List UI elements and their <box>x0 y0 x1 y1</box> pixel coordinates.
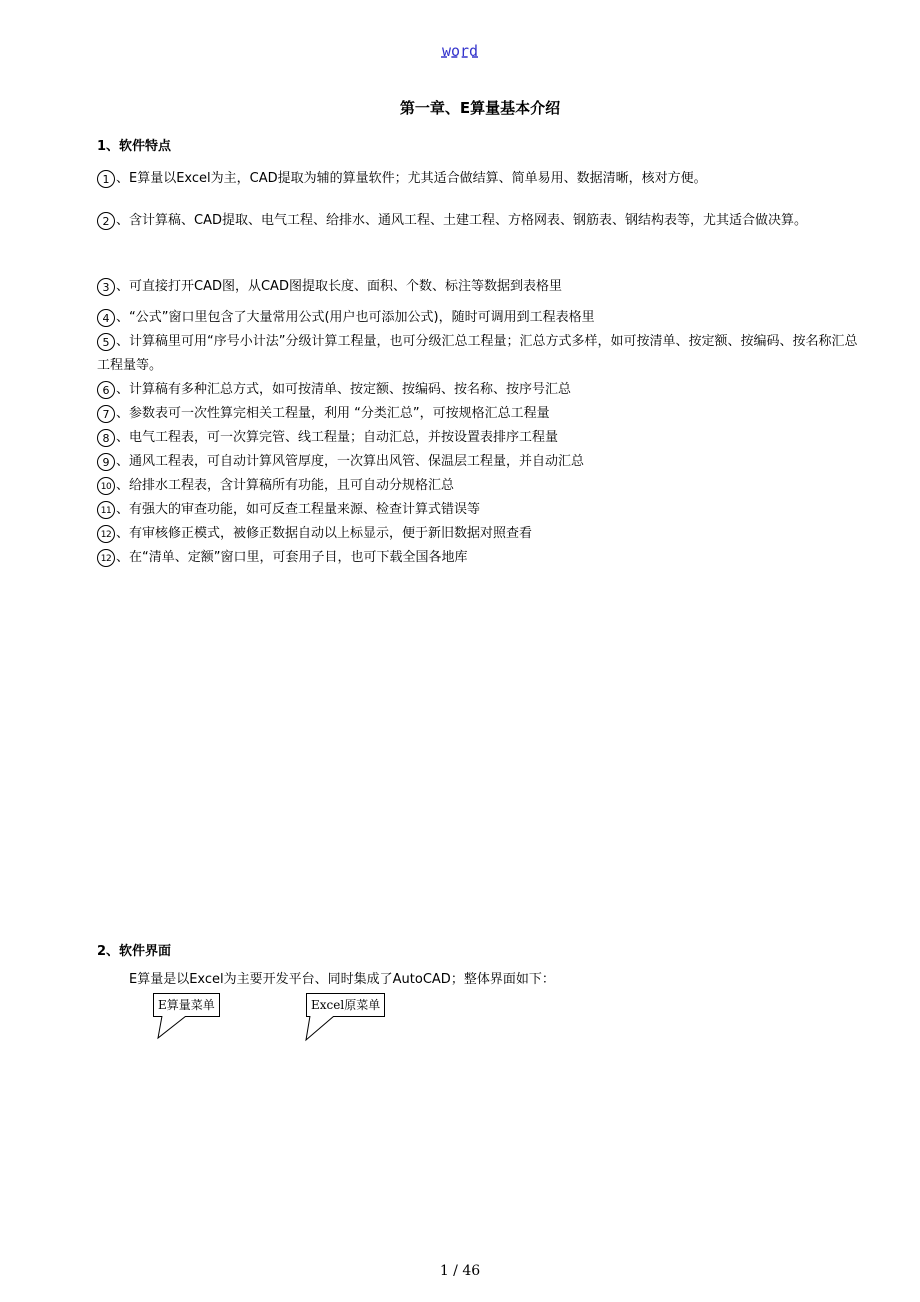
circled-number: 4 <box>97 309 115 327</box>
circled-number: 5 <box>97 333 115 351</box>
feature-item-8 <box>97 426 867 450</box>
circled-number: 7 <box>97 405 115 423</box>
feature-text: 、参数表可一次性算完相关工程量，利用 “分类汇总”，可按规格汇总工程量 <box>116 406 550 421</box>
callout-excel-menu: Excel原菜单 <box>306 993 385 1017</box>
chapter-title: 第一章、E算量基本介绍 <box>399 99 561 117</box>
feature-text: 、E算量以Excel为主，CAD提取为辅的算量软件；尤其适合做结算、简单易用、数据清晰，核对方便。 <box>116 171 707 186</box>
interface-intro-text: E算量是以Excel为主要开发平台、同时集成了AutoCAD；整体界面如下： <box>129 972 555 987</box>
feature-text: 、“公式”窗口里包含了大量常用公式(用户也可添加公式)，随时可调用到工程表格里 <box>116 310 595 325</box>
feature-text: 、有强大的审查功能，如可反查工程量来源、检查计算式错误等 <box>116 502 481 517</box>
circled-number: 12 <box>97 525 115 543</box>
feature-text: 、含计算稿、CAD提取、电气工程、给排水、通风工程、土建工程、方格网表、钢筋表、钢结构表等，尤其适合做决算。 <box>116 213 807 228</box>
feature-text: 、电气工程表，可一次算完管、线工程量；自动汇总，并按设置表排序工程量 <box>116 430 559 445</box>
callout-e-menu: E算量菜单 <box>153 993 220 1017</box>
circled-number: 12 <box>97 549 115 567</box>
feature-text: 、可直接打开CAD图，从CAD图提取长度、面积、个数、标注等数据到表格里 <box>116 279 562 294</box>
page-number: 1 / 46 <box>439 1263 481 1279</box>
circled-number: 3 <box>97 278 115 296</box>
circled-number: 6 <box>97 381 115 399</box>
feature-item-5 <box>97 330 867 378</box>
circled-number: 8 <box>97 429 115 447</box>
feature-text: 、通风工程表，可自动计算风管厚度，一次算出风管、保温层工程量，并自动汇总 <box>116 454 585 469</box>
feature-item-13 <box>97 546 867 570</box>
feature-text: 、计算稿有多种汇总方式，如可按清单、按定额、按编码、按名称、按序号汇总 <box>116 382 572 397</box>
circled-number: 2 <box>97 212 115 230</box>
header-word-link[interactable]: word <box>441 42 479 60</box>
section-2-heading: 2、软件界面 <box>97 944 172 959</box>
feature-text: 、有审核修正模式，被修正数据自动以上标显示，便于新旧数据对照查看 <box>116 526 533 541</box>
feature-item-12 <box>97 522 867 546</box>
feature-item-9 <box>97 450 867 474</box>
circled-number: 10 <box>97 477 115 495</box>
feature-item-7 <box>97 402 867 426</box>
feature-item-1 <box>97 167 867 191</box>
callout-e-menu-tail <box>156 1016 196 1042</box>
feature-item-6 <box>97 378 867 402</box>
feature-item-11 <box>97 498 867 522</box>
feature-text: 、计算稿里可用“序号小计法”分级计算工程量，也可分级汇总工程量；汇总方式多样，如可按清单、按定额、按编码、按名称汇总工程量等。 <box>97 334 858 373</box>
circled-number: 11 <box>97 501 115 519</box>
callout-excel-menu-tail <box>304 1016 344 1044</box>
feature-text: 、在“清单、定额”窗口里，可套用子目，也可下载全国各地库 <box>116 550 468 565</box>
section-1-heading: 1、软件特点 <box>97 139 172 154</box>
circled-number: 1 <box>97 170 115 188</box>
feature-text: 、给排水工程表，含计算稿所有功能，且可自动分规格汇总 <box>116 478 455 493</box>
circled-number: 9 <box>97 453 115 471</box>
feature-item-10 <box>97 474 867 498</box>
feature-item-4 <box>97 306 867 330</box>
feature-item-2 <box>97 203 867 239</box>
feature-item-3 <box>97 275 867 299</box>
